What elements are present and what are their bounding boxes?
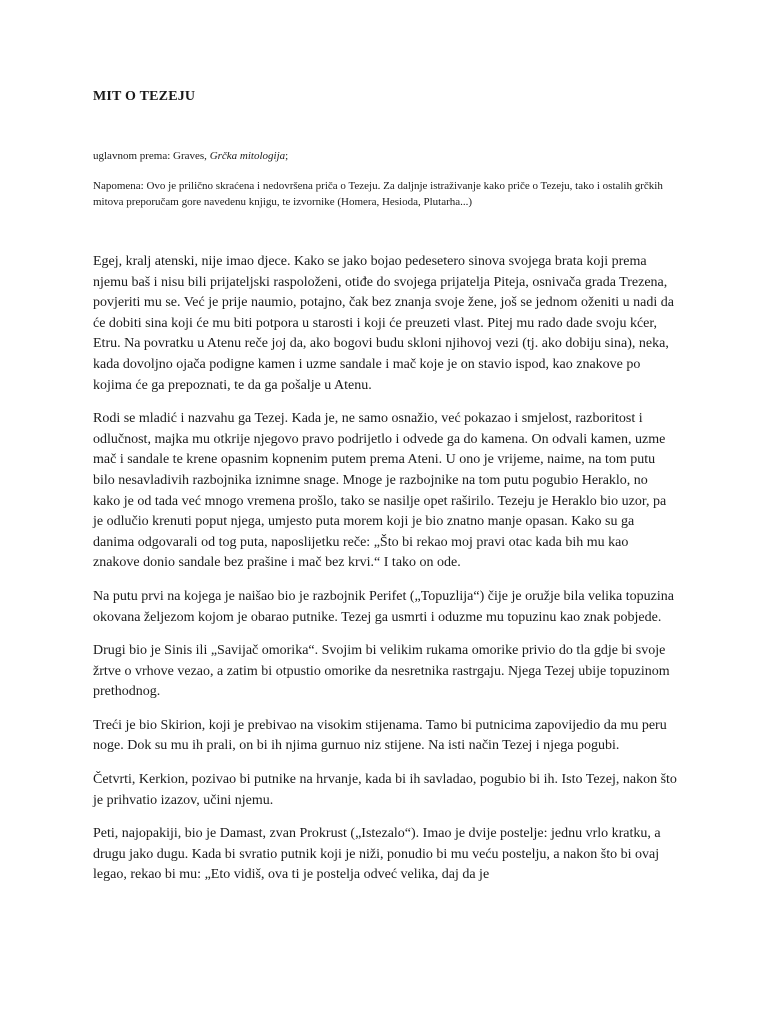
source-line xyxy=(93,150,288,162)
paragraph-skirion: Treći je bio Skirion, koji je prebivao na visokim stijenama. Tamo bi putnicima zapovijedio da mu peru noge. Dok su mu ih prali, on bi ih njima gurnuo niz stijene. Na isti način Tezej i njega pogubi. xyxy=(93,717,667,754)
paragraph-egej: Egej, kralj atenski, nije imao djece. Kako se jako bojao pedesetero sinova svojega brata koji prema njemu baš i nisu bili prijateljski raspoloženi, otiđe do svojega prijatelja Piteja, osnivača grada Trezena, povjeriti mu se. Već je prije naumio, potajno, čak bez znanja svoje žene, još se jednom oženiti u nadi da će dobiti sina koji će mu biti potpora u starosti i koji će preuzeti vlast. Pitej mu rado dade svoju kćer, Etru. Na povratku u Atenu reče joj da, ako bogovi budu skloni njihovoj vezi (tj. ako dobiju sina), neka, kada dovoljno ojača podigne kamen i uzme sandale i mač koje je on stavio ispod, kao znakove po kojima će ga prepoznati, te da ga pošalje u Atenu. xyxy=(93,254,674,393)
paragraph-sinis: Drugi bio je Sinis ili „Savijač omorika“. Svojim bi velikim rukama omorike privio do tla gdje bi svoje žrtve o vrhove vezao, a zatim bi otpustio omorike da nesretnika rastrgaju. Njega Tezej ubije topuzinom prethodnog. xyxy=(93,643,670,700)
source-prefix: uglavnom prema: Graves, xyxy=(93,150,210,162)
paragraph-perifet: Na putu prvi na kojega je naišao bio je razbojnik Perifet („Topuzlija“) čije je oružje bila velika topuzina okovana željezom kojom je obarao putnike. Tezej ga usmrti i oduzme mu topuzinu kao znak pobjede. xyxy=(93,588,674,625)
paragraph-prokrust: Peti, najopakiji, bio je Damast, zvan Prokrust („Istezalo“). Imao je dvije postelje: jednu vrlo kratku, a drugu jako dugu. Kada bi svratio putnik koji je niži, ponudio bi mu veću postelju, a nakon što bi ovaj legao, rekao bi mu: „Eto vidiš, ova ti je postelja odveć velika, daj da je xyxy=(93,826,661,883)
story-body xyxy=(93,252,678,899)
source-suffix: ; xyxy=(285,150,289,162)
paragraph-tezej-birth: Rodi se mladić i nazvahu ga Tezej. Kada je, ne samo osnažio, već pokazao i smjelost, razboritost i odlučnost, majka mu otkrije njegovo pravo podrijetlo i odvede ga do kamena. On odvali kamen, uzme mač i sandale te krene opasnim kopnenim putem prema Ateni. U ono je vrijeme, naime, na tom putu bilo nesavladivih razbojnika iznimne snage. Mnoge je razbojnike na tom putu pogubio Heraklo, no kako je od tada već mnogo vremena prošlo, tako se nasilje opet raširilo. Tezeju je Heraklo bio uzor, pa je odlučio krenuti poput njega, umjesto puta morem koji je bio znatno manje opasan. Kako su ga danima odgovarali od tog puta, naposlijetku reče: „Što bi rekao moj pravi otac kada bih mu kao znakove donio sandale bez prašine i mač bez krvi.“ I tako on ode. xyxy=(93,411,667,571)
paragraph-kerkion: Četvrti, Kerkion, pozivao bi putnike na hrvanje, kada bi ih savladao, pogubio bi ih. Isto Tezej, nakon što je prihvatio izazov, učini njemu. xyxy=(93,772,677,808)
note-paragraph: Napomena: Ovo je prilično skraćena i nedovršena priča o Tezeju. Za daljnje istraživanje kako priče o Tezeju, tako i ostalih grčkih mitova preporučam gore navedenu knjigu, te izvornike (Homera, Hesioda, Plutarha...) xyxy=(93,180,663,208)
document-title: MIT O TEZEJU xyxy=(93,89,196,104)
source-book-title: Grčka mitologija xyxy=(209,150,286,162)
